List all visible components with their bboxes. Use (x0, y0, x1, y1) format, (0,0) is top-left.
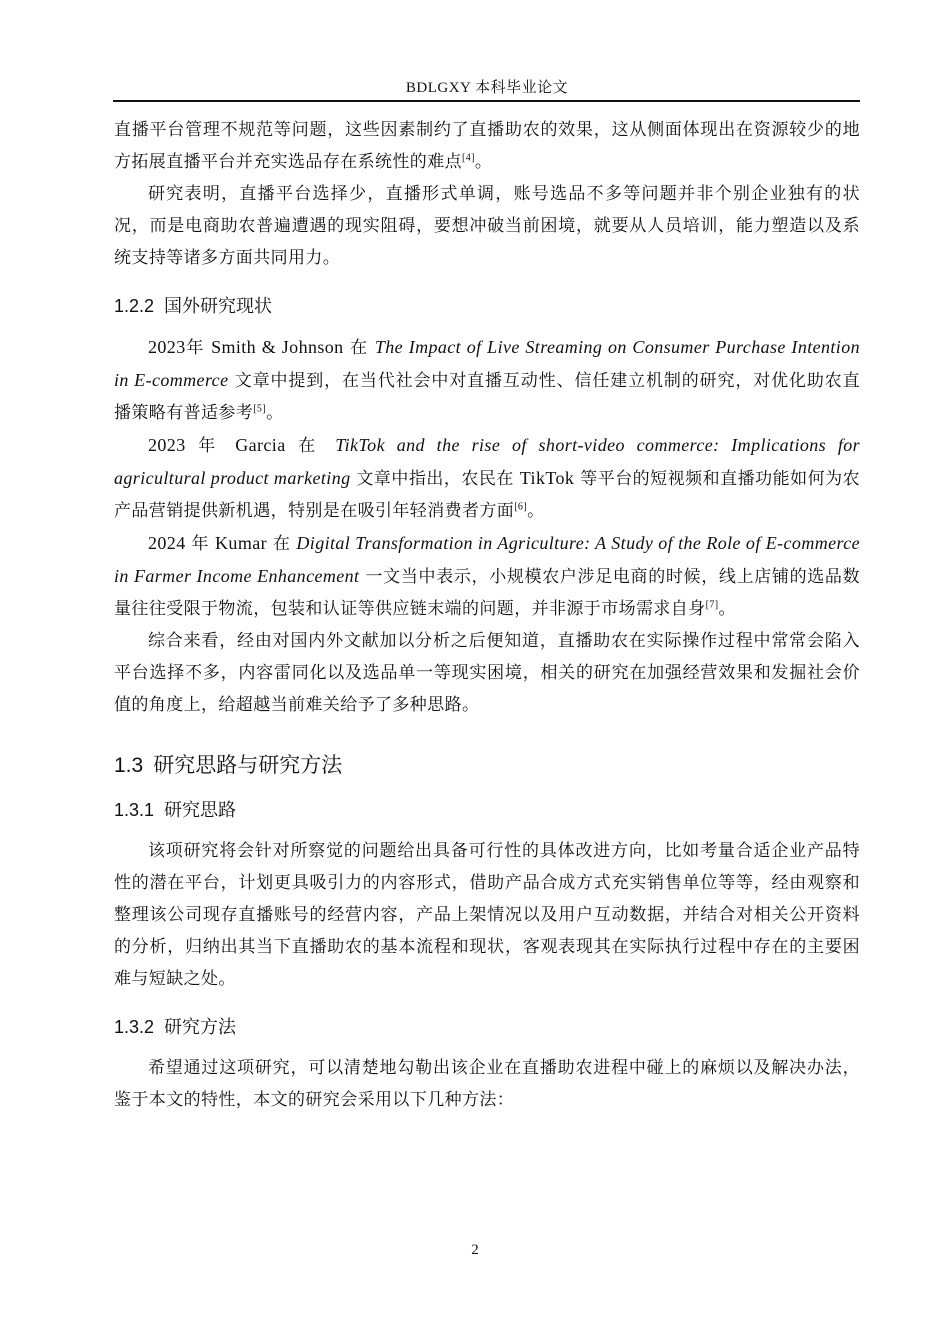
running-header: BDLGXY 本科毕业论文 (405, 80, 569, 96)
page-body (114, 114, 860, 1116)
paragraph-garcia: 2023 年 Garcia 在 TikTok and the rise of short-video commerce: Implications for agricultural product marketing 文章中指出，农民在 TikTok 等平台的短视频和直播功能如何为农产品营销提供新机遇，特别是在吸引年轻消费者方面[6]。 (114, 435, 861, 521)
subsection-heading-1-3-2: 1.3.2 研究方法 (114, 1017, 237, 1038)
cited-work-title: Digital Transformation in Agriculture: A Study of the Role of E-commerce in Farmer Income Enhancement (114, 533, 861, 586)
subsection-heading-1-2-2: 1.2.2 国外研究现状 (114, 296, 273, 317)
paragraph-smith-johnson: 2023年 Smith & Johnson 在 The Impact of Live Streaming on Consumer Purchase Intention in E-commerce 文章中提到，在当代社会中对直播互动性、信任建立机制的研究，对优化助农直播策略有普适参考[5]。 (114, 337, 861, 423)
citation[interactable]: [7] (705, 599, 719, 611)
cited-work-title: The Impact of Live Streaming on Consumer Purchase Intention in E-commerce (114, 337, 861, 390)
citation[interactable]: [4] (462, 152, 475, 164)
subsection-heading-1-3-1: 1.3.1 研究思路 (114, 800, 237, 821)
section-heading-1-3: 1.3 研究思路与研究方法 (114, 753, 343, 777)
citation[interactable]: [5] (253, 403, 267, 415)
cited-work-title: TikTok and the rise of short-video commerce: Implications for agricultural product marketing (114, 435, 861, 488)
header-rule (113, 100, 860, 102)
paragraph-kumar: 2024 年 Kumar 在 Digital Transformation in Agriculture: A Study of the Role of E-commerce in Farmer Income Enhancement 一文当中表示，小规模农户涉足电商的时候，线上店铺的选品数量往往受限于物流，包装和认证等供应链末端的问题，并非源于市场需求自身[7]。 (114, 533, 861, 619)
paragraph-research-idea: 该项研究将会针对所察觉的问题给出具备可行性的具体改进方向，比如考量合适企业产品特性的潜在平台，计划更具吸引力的内容形式，借助产品合成方式充实销售单位等等，经由观察和整理该公司现存直播账号的经营内容，产品上架情况以及用户互动数据，并结合对相关公开资料的分析，归纳出其当下直播助农的基本流程和现状，客观表现其在实际执行过程中存在的主要困难与短缺之处。 (114, 841, 860, 989)
paragraph: 研究表明，直播平台选择少，直播形式单调，账号选品不多等问题并非个别企业独有的状况，而是电商助农普遍遭遇的现实阻碍，要想冲破当前困境，就要从人员培训，能力塑造以及系统支持等诸多方面共同用力。 (114, 184, 860, 268)
paragraph-continued: 直播平台管理不规范等问题，这些因素制约了直播助农的效果，这从侧面体现出在资源较少的地方拓展直播平台并充实选品存在系统性的难点[4]。 (114, 120, 860, 172)
paragraph-research-method: 希望通过这项研究，可以清楚地勾勒出该企业在直播助农进程中碰上的麻烦以及解决办法，鉴于本文的特性，本文的研究会采用以下几种方法： (114, 1058, 860, 1110)
page-number: 2 (471, 1242, 479, 1258)
citation[interactable]: [6] (514, 501, 528, 513)
paragraph-summary: 综合来看，经由对国内外文献加以分析之后便知道，直播助农在实际操作过程中常常会陷入平台选择不多，内容雷同化以及选品单一等现实困境，相关的研究在加强经营效果和发掘社会价值的角度上，给超越当前难关给予了多种思路。 (114, 631, 860, 715)
